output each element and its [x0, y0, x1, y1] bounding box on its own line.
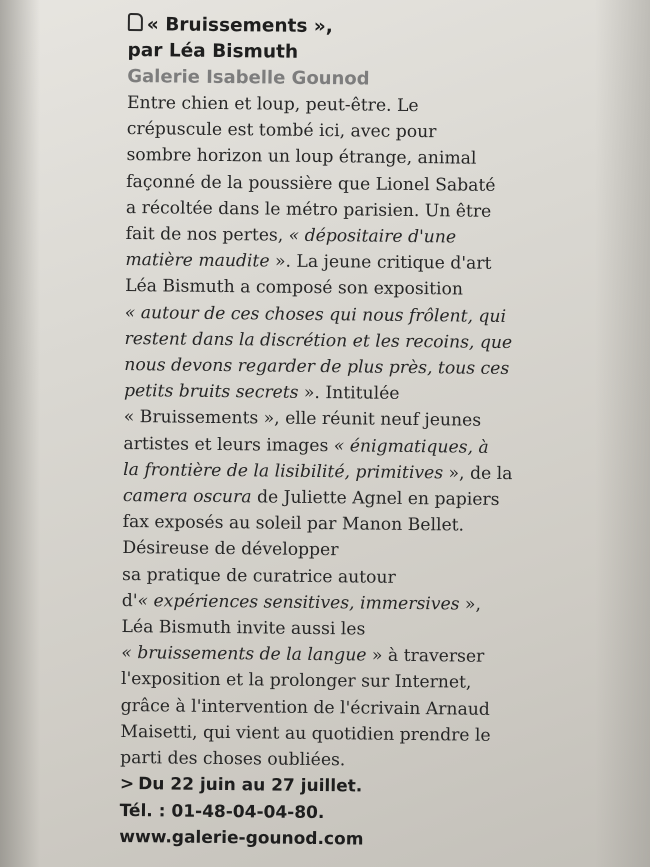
arrow-icon: > [119, 774, 135, 795]
gallery-name: Galerie Isabelle Gounod [127, 65, 370, 90]
tag-icon [128, 13, 143, 31]
phone-number: Tél. : 01-48-04-04-80. [119, 800, 325, 823]
italic-quote: nous devons regarder de plus près, tous ces [124, 355, 510, 380]
italic-quote: petits bruits secrets [123, 381, 299, 404]
body-text-segment: Entre chien et loup, peut-être. Le [126, 92, 419, 117]
body-text-segment: Léa Bismuth a composé son exposition [125, 276, 464, 300]
italic-quote: « autour de ces choses qui nous frôlent, qui [124, 302, 507, 327]
body-text-segment: fait de nos pertes, [125, 224, 289, 246]
newspaper-article [119, 12, 638, 856]
body-text-segment: grâce à l'intervention de l'écrivain Arnaud [120, 695, 490, 720]
body-text-segment: crépuscule est tombé ici, avec pour [126, 119, 437, 143]
body-text-segment: Maisetti, qui vient au quotidien prendre le [120, 721, 491, 746]
body-text-segment: d' [121, 590, 138, 611]
body-text-segment: sombre horizon un loup étrange, animal [126, 145, 477, 170]
body-text-segment: artistes et leurs images [123, 433, 334, 456]
body-text-segment: Désireuse de développer [122, 538, 339, 561]
italic-quote: « expériences sensitives, immersives [137, 590, 460, 615]
body-text-segment: » à traverser [366, 645, 485, 668]
article-author: par Léa Bismuth [127, 39, 299, 63]
website-link: www.galerie-gounod.com [119, 827, 364, 850]
italic-quote: camera oscura [122, 486, 252, 508]
body-text-segment: façonné de la poussière que Lionel Sabaté [126, 171, 496, 196]
italic-quote: restent dans la discrétion et les recoins, que [124, 328, 513, 353]
body-text-segment: l'exposition et la prolonger sur Internet, [120, 669, 472, 694]
body-text-segment: », [459, 594, 482, 615]
body-text-segment: fax exposés au soleil par Manon Bellet. [122, 512, 465, 536]
italic-quote: la frontière de la lisibilité, primitives [123, 459, 444, 484]
body-text-segment: « Bruissements », elle réunit neuf jeunes [123, 407, 482, 432]
body-text-segment: Léa Bismuth invite aussi les [121, 617, 366, 640]
body-text-segment: sa pratique de curatrice autour [122, 564, 396, 588]
italic-quote: « énigmatiques, à [333, 435, 489, 458]
italic-quote: « bruissements de la langue [121, 643, 367, 666]
body-text-segment: ». Intitulée [298, 383, 400, 405]
body-text-segment: parti des choses oubliées. [120, 748, 346, 771]
dates-text: Du 22 juin au 27 juillet. [138, 774, 363, 797]
body-text-segment: de Juliette Agnel en papiers [251, 487, 500, 510]
body-text-segment: », de la [442, 463, 513, 484]
italic-quote: matière maudite [125, 250, 270, 272]
title-line-1: « Bruissements », [146, 14, 333, 38]
body-text-segment: a récoltée dans le métro parisien. Un être [125, 197, 492, 222]
paper-shadow [0, 0, 40, 867]
article-body [120, 90, 637, 777]
body-text-segment: ». La jeune critique d'art [269, 251, 492, 275]
italic-quote: « dépositaire d'une [288, 225, 457, 248]
